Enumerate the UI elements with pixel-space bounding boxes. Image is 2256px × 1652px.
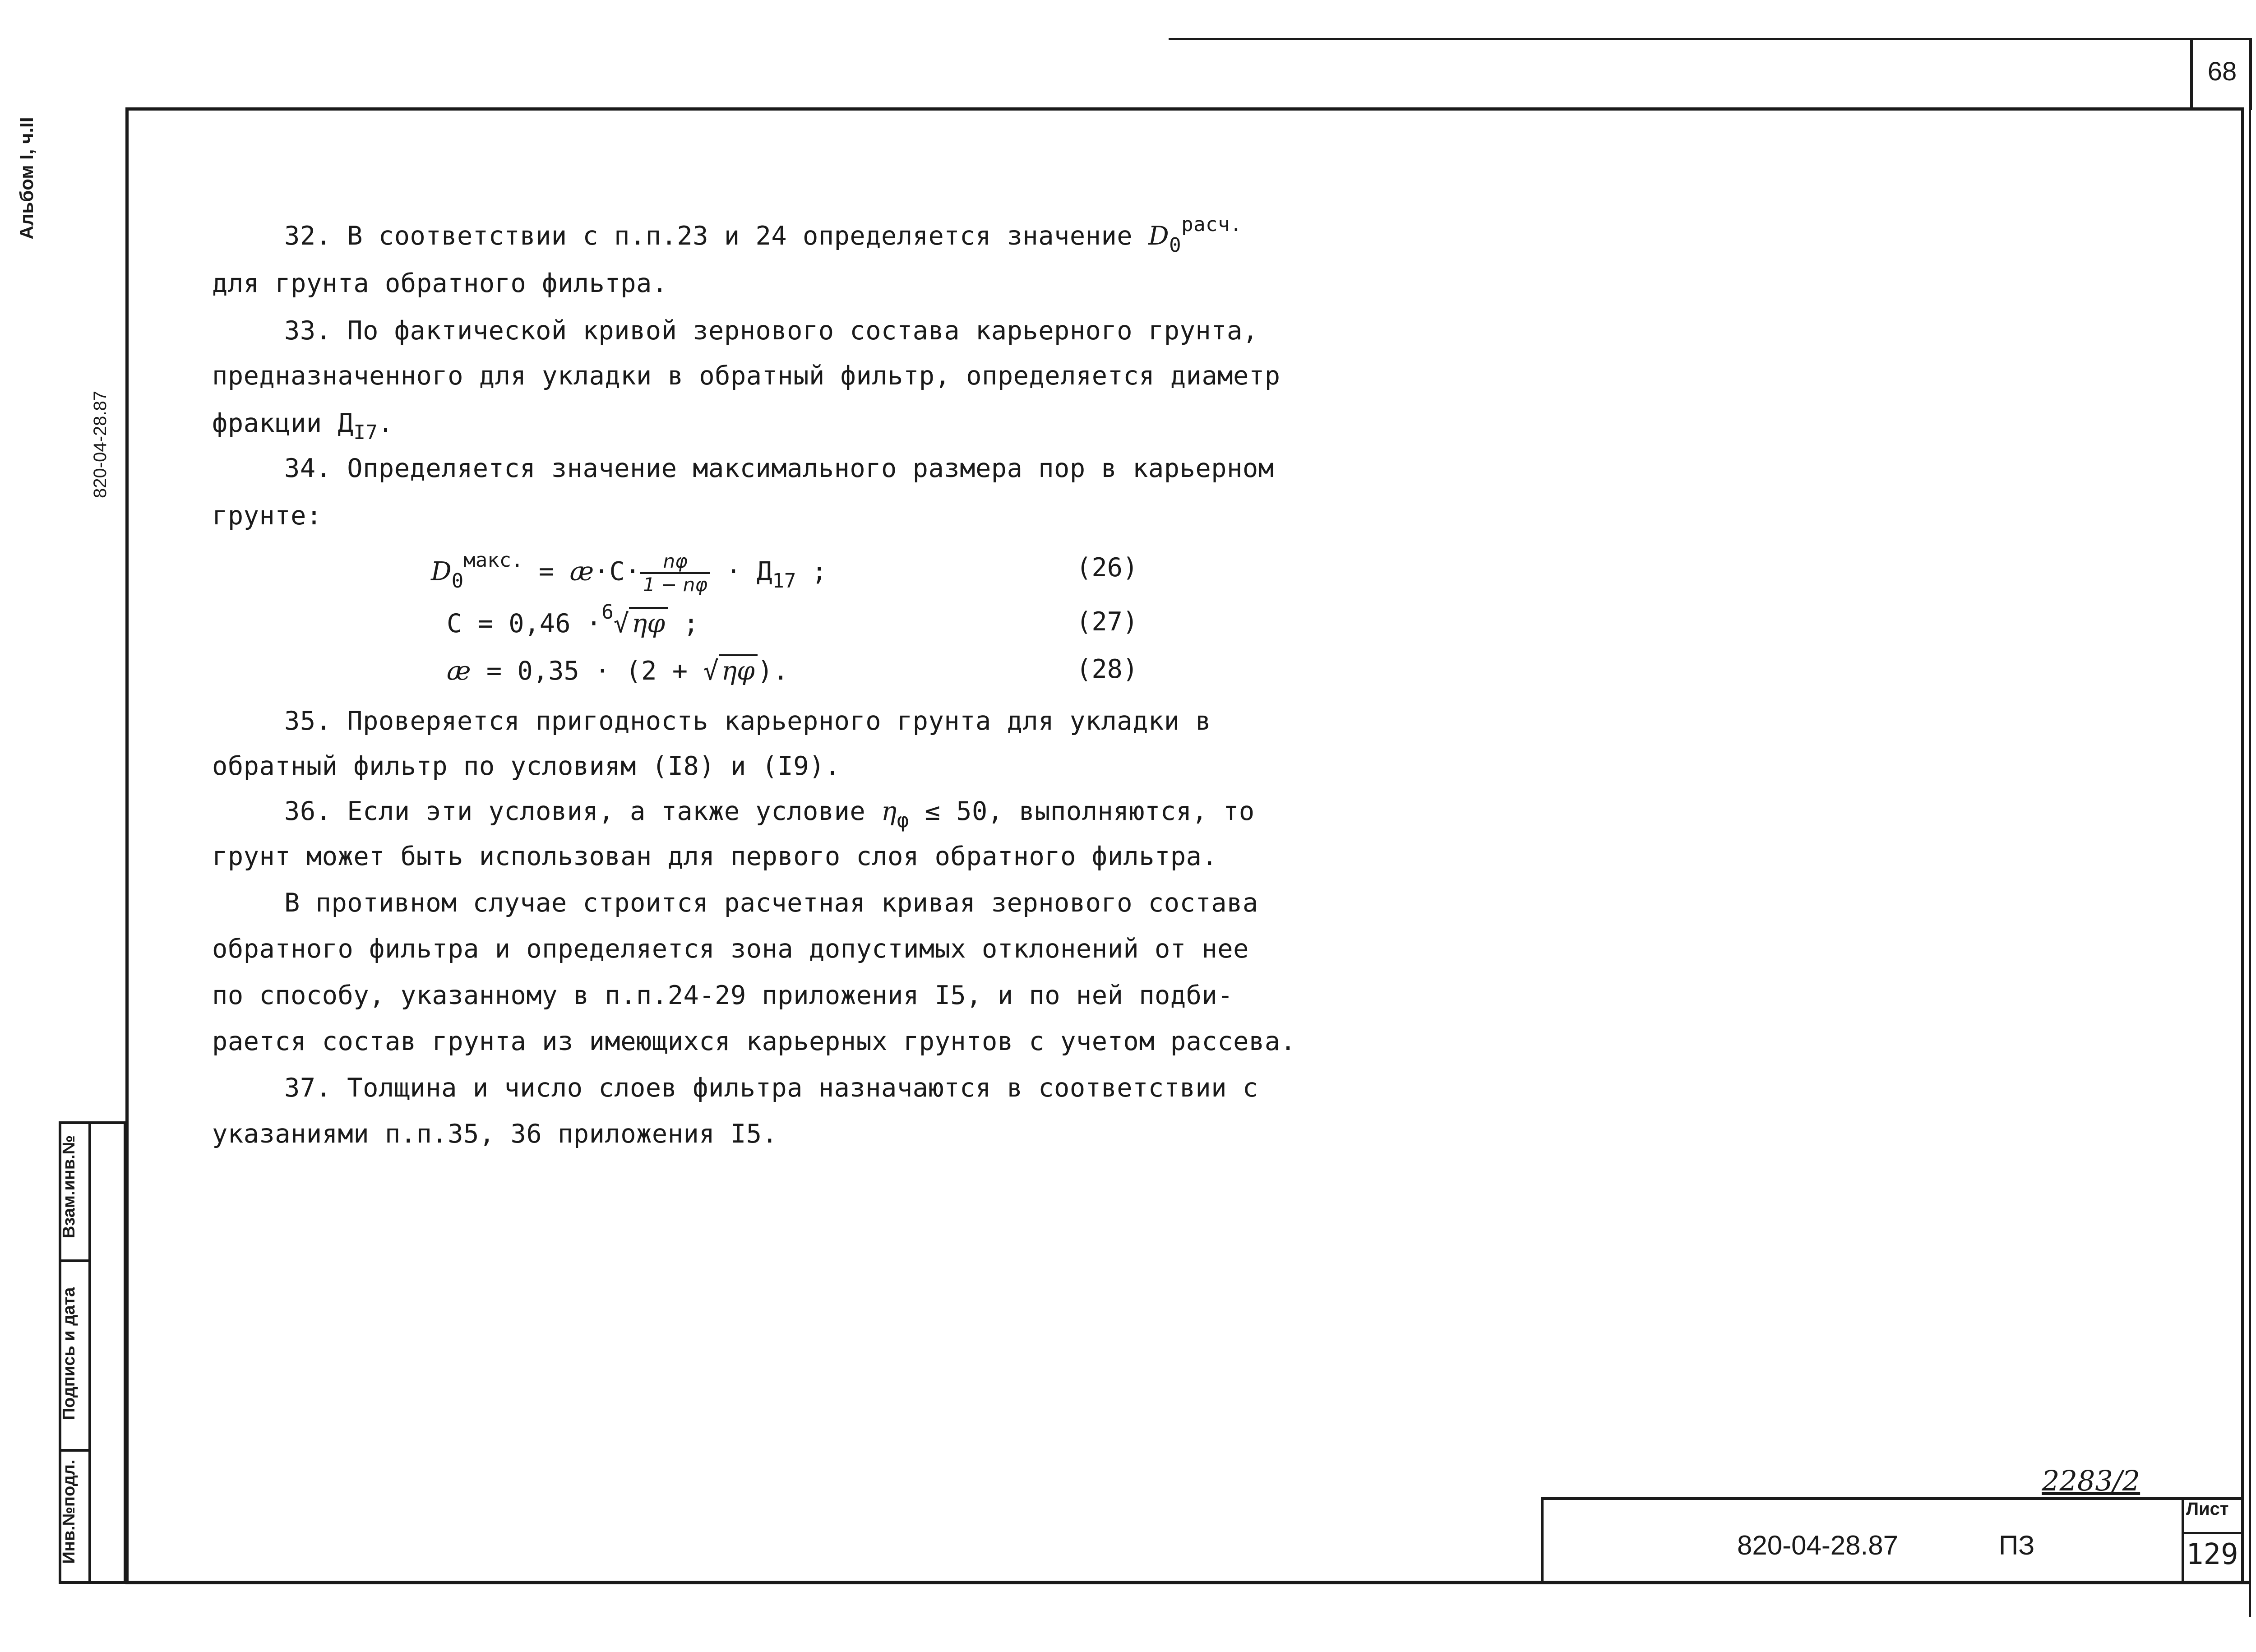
f26-d: Д bbox=[757, 556, 772, 587]
f26-d-sub: 0 bbox=[451, 569, 464, 592]
eta-subscript: φ bbox=[897, 809, 909, 832]
f26-dot: · bbox=[624, 556, 641, 587]
p33-line3 bbox=[212, 408, 394, 444]
f26-numerator: nφ bbox=[640, 551, 710, 574]
f28-mid: = 0,35 bbox=[471, 656, 595, 686]
p32-line1 bbox=[284, 213, 1243, 257]
p33-line2: предназначенного для укладки в обратный фильтр, определяется диаметр bbox=[212, 361, 1281, 391]
sheet-number: 129 bbox=[2186, 1538, 2238, 1571]
stamp-divider bbox=[88, 1124, 91, 1581]
f26-dot: · bbox=[594, 556, 610, 587]
p36-line5: по способу, указанному в п.п.24-29 приложения I5, и по ней подби- bbox=[212, 981, 1234, 1010]
f28-root-content: ηφ bbox=[719, 654, 758, 686]
f27-lhs: C = 0,46 bbox=[447, 609, 586, 639]
p34-line2: грунте: bbox=[212, 501, 322, 531]
frame-right-outer-border bbox=[2249, 107, 2251, 1617]
f26-denominator: 1 − nφ bbox=[643, 574, 708, 596]
top-rule bbox=[1169, 38, 2251, 40]
eq-number-28: (28) bbox=[1076, 654, 1138, 684]
eq-number-27: (27) bbox=[1076, 607, 1138, 637]
p36-line6: рается состав грунта из имеющихся карьерных грунтов с учетом рассева. bbox=[212, 1027, 1296, 1056]
p36-line1 bbox=[284, 796, 1255, 832]
p32-text: 32. В соответствии с п.п.23 и 24 определяется значение bbox=[284, 221, 1148, 251]
f27-dot: · bbox=[586, 609, 602, 639]
formula-28 bbox=[447, 654, 788, 686]
d-symbol: D bbox=[1148, 221, 1170, 251]
d-superscript: расч. bbox=[1181, 213, 1243, 236]
p36-line2: грунт может быть использован для первого слоя обратного фильтра. bbox=[212, 842, 1218, 871]
title-block-code: 820-04-28.87 bbox=[1737, 1530, 1898, 1560]
f27-root-content: ηφ bbox=[629, 607, 668, 639]
p33-period: . bbox=[378, 408, 394, 438]
f28-dot: · bbox=[595, 656, 610, 686]
p36-text-cont: ≤ 50, выполняются, то bbox=[909, 796, 1255, 826]
frame-top-border bbox=[125, 107, 2244, 111]
stamp-replace-inv: Взам.инв.№ bbox=[60, 1135, 79, 1239]
sqrt-icon: √ bbox=[613, 609, 629, 639]
sqrt-icon: √ bbox=[703, 656, 719, 686]
formula-27 bbox=[447, 601, 699, 639]
f26-d-symbol: D bbox=[431, 556, 452, 587]
page-number: 68 bbox=[2207, 57, 2237, 86]
page-number-box-left bbox=[2190, 38, 2193, 110]
stamp-row-divider bbox=[61, 1259, 91, 1262]
p33-line1: 33. По фактической кривой зернового состава карьерного грунта, bbox=[284, 316, 1258, 346]
f28-open: (2 + bbox=[610, 656, 703, 686]
p35-line2: обратный фильтр по условиям (I8) и (I9). bbox=[212, 751, 841, 781]
f26-d-sup: макс. bbox=[463, 548, 523, 572]
f26-c: C bbox=[609, 556, 625, 587]
p35-line1: 35. Проверяется пригодность карьерного грунта для укладки в bbox=[284, 706, 1211, 736]
f26-dot: · bbox=[710, 556, 757, 587]
frame-right-border bbox=[2241, 107, 2244, 1584]
f26-kappa: æ bbox=[569, 556, 594, 587]
page-number-box-right bbox=[2249, 38, 2252, 110]
p32-line2: для грунта обратного фильтра. bbox=[212, 268, 668, 298]
d-subscript: 0 bbox=[1169, 234, 1182, 257]
f26-fraction bbox=[640, 551, 710, 596]
title-block-divider bbox=[2182, 1497, 2184, 1583]
p36-line3: В противном случае строится расчетная кривая зернового состава bbox=[284, 888, 1258, 918]
eta-symbol: η bbox=[881, 796, 897, 826]
p36-line4: обратного фильтра и определяется зона допустимых отклонений от нее bbox=[212, 934, 1249, 964]
title-block-hline bbox=[2182, 1532, 2241, 1534]
stamp-sign-date: Подпись и дата bbox=[60, 1287, 79, 1421]
formula-26 bbox=[431, 548, 828, 596]
p33-text: фракции Д bbox=[212, 408, 354, 438]
sheet-label: Лист bbox=[2186, 1499, 2229, 1519]
handwritten-note: 2283/2 bbox=[2042, 1464, 2140, 1497]
d17-subscript: I7 bbox=[353, 421, 378, 444]
f26-d-sub17: 17 bbox=[772, 569, 796, 592]
stamp-inv-orig: Инв.№подл. bbox=[60, 1459, 79, 1564]
f26-eq: = bbox=[523, 556, 570, 587]
f26-semicolon: ; bbox=[796, 556, 828, 587]
margin-doc-number: 820-04-28.87 bbox=[90, 391, 110, 498]
eq-number-26: (26) bbox=[1076, 553, 1138, 583]
p36-text: 36. Если эти условия, а также условие bbox=[284, 796, 882, 826]
f28-close: ). bbox=[757, 656, 789, 686]
p37-line2: указаниями п.п.35, 36 приложения I5. bbox=[212, 1119, 778, 1149]
f28-kappa: æ bbox=[447, 656, 471, 686]
p34-line1: 34. Определяется значение максимального размера пор в карьерном bbox=[284, 453, 1274, 483]
title-block-section: ПЗ bbox=[1999, 1530, 2035, 1560]
album-label: Альбом I, ч.II bbox=[16, 117, 37, 240]
p37-line1: 37. Толщина и число слоев фильтра назначаются в соответствии с bbox=[284, 1073, 1258, 1103]
f27-root-index: 6 bbox=[601, 601, 614, 624]
f27-semicolon: ; bbox=[668, 609, 699, 639]
